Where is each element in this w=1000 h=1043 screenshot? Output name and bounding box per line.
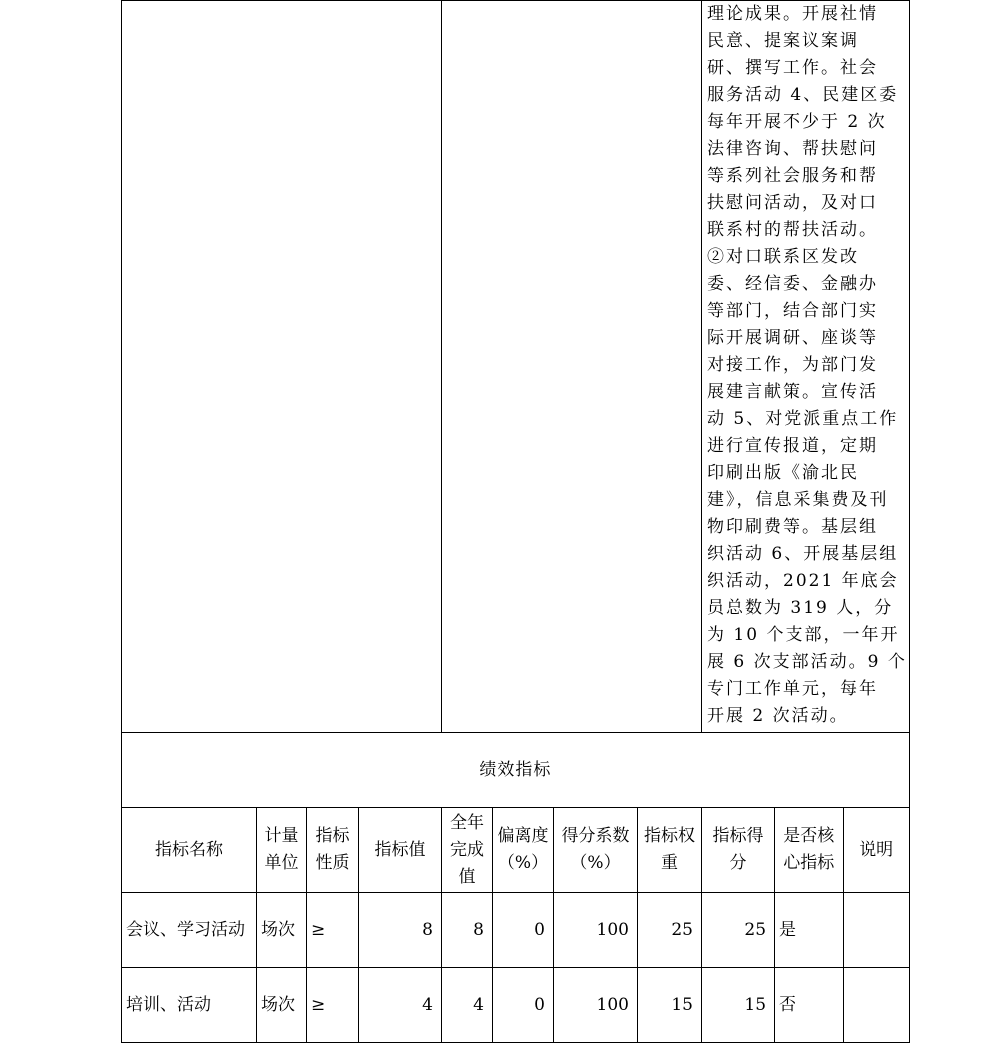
cell-score: 15 xyxy=(702,968,775,1043)
cell-note xyxy=(843,968,909,1043)
narrative-line: 研、撰写工作。社会 xyxy=(707,58,878,78)
continuation-row xyxy=(122,1,910,733)
header-weight: 指标权 重 xyxy=(638,808,702,893)
cell-target: 8 xyxy=(359,893,442,968)
narrative-line: 每年开展不少于 2 次 xyxy=(707,112,887,132)
narrative-line: 扶慰问活动，及对口 xyxy=(707,193,878,213)
narrative-line: ②对口联系区发改 xyxy=(707,247,859,267)
cell-core: 是 xyxy=(775,893,844,968)
cell-unit: 场次 xyxy=(257,893,307,968)
header-nature: 指标 性质 xyxy=(307,808,359,893)
cell-score: 25 xyxy=(702,893,775,968)
cell-core: 否 xyxy=(775,968,844,1043)
cell-note xyxy=(843,893,909,968)
cell-actual: 4 xyxy=(442,968,493,1043)
narrative-line: 民意、提案议案调 xyxy=(707,31,859,51)
narrative-line: 展 6 次支部活动。9 个 xyxy=(707,652,907,672)
performance-table xyxy=(121,0,910,1043)
narrative-line: 联系村的帮扶活动。 xyxy=(707,220,878,240)
header-actual: 全年 完成 值 xyxy=(442,808,493,893)
narrative-line: 员总数为 319 人，分 xyxy=(707,598,894,618)
cell-name: 培训、活动 xyxy=(122,968,257,1043)
narrative-line: 际开展调研、座谈等 xyxy=(707,328,878,348)
narrative-cell xyxy=(702,1,910,733)
narrative-line: 等部门，结合部门实 xyxy=(707,301,878,321)
narrative-line: 对接工作，为部门发 xyxy=(707,355,878,375)
cell-weight: 25 xyxy=(638,893,702,968)
narrative-line: 委、经信委、金融办 xyxy=(707,274,878,294)
narrative-line: 服务活动 4、民建区委 xyxy=(707,85,899,105)
header-core: 是否核 心指标 xyxy=(775,808,844,893)
narrative-line: 物印刷费等。基层组 xyxy=(707,517,878,537)
narrative-line: 动 5、对党派重点工作 xyxy=(707,409,899,429)
header-target: 指标值 xyxy=(359,808,442,893)
table-row xyxy=(122,893,910,968)
narrative-line: 开展 2 次活动。 xyxy=(707,706,849,726)
narrative-line: 理论成果。开展社情 xyxy=(707,4,878,24)
narrative-line: 专门工作单元，每年 xyxy=(707,679,878,699)
header-row xyxy=(122,808,910,893)
narrative-line: 进行宣传报道，定期 xyxy=(707,436,878,456)
header-indicator-name: 指标名称 xyxy=(122,808,257,893)
table-row xyxy=(122,968,910,1043)
cell-weight: 15 xyxy=(638,968,702,1043)
narrative-line: 展建言献策。宣传活 xyxy=(707,382,878,402)
cell-unit: 场次 xyxy=(257,968,307,1043)
header-note: 说明 xyxy=(843,808,909,893)
narrative-line: 建》，信息采集费及刊 xyxy=(707,490,889,510)
cell-actual: 8 xyxy=(442,893,493,968)
narrative-line: 印刷出版《渝北民 xyxy=(707,463,859,483)
header-coefficient: 得分系数 （%） xyxy=(554,808,638,893)
cell-deviation: 0 xyxy=(493,968,554,1043)
narrative-line: 等系列社会服务和帮 xyxy=(707,166,878,186)
cell-nature: ≥ xyxy=(307,968,359,1043)
empty-cell-2 xyxy=(442,1,702,733)
header-deviation: 偏离度 （%） xyxy=(493,808,554,893)
header-score: 指标得 分 xyxy=(702,808,775,893)
section-title: 绩效指标 xyxy=(122,733,910,808)
narrative-line: 为 10 个支部，一年开 xyxy=(707,625,900,645)
empty-cell-1 xyxy=(122,1,442,733)
cell-coefficient: 100 xyxy=(554,968,638,1043)
cell-name: 会议、学习活动 xyxy=(122,893,257,968)
narrative-line: 织活动，2021 年底会 xyxy=(707,571,899,591)
narrative-line: 法律咨询、帮扶慰问 xyxy=(707,139,878,159)
cell-nature: ≥ xyxy=(307,893,359,968)
section-row xyxy=(122,733,910,808)
cell-coefficient: 100 xyxy=(554,893,638,968)
cell-target: 4 xyxy=(359,968,442,1043)
cell-deviation: 0 xyxy=(493,893,554,968)
header-unit: 计量 单位 xyxy=(257,808,307,893)
narrative-line: 织活动 6、开展基层组 xyxy=(707,544,899,564)
